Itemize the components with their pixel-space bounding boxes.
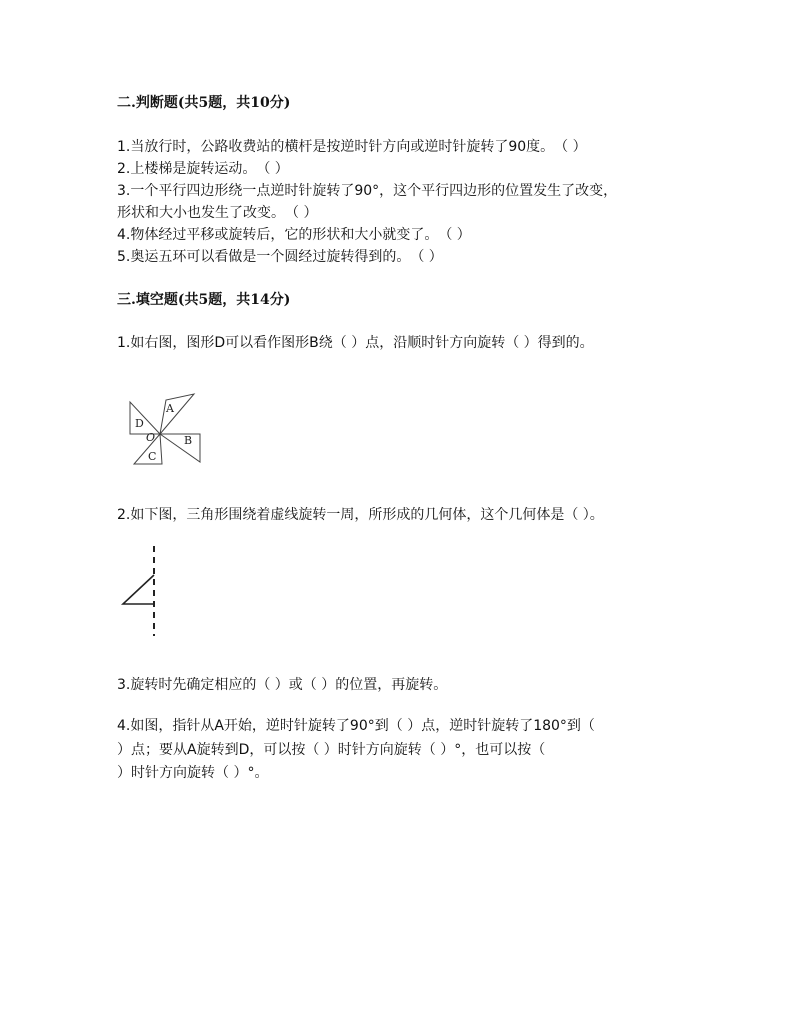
section-2-title: 二.判断题(共5题，共10分) <box>117 95 291 111</box>
pinwheel-figure <box>126 390 206 472</box>
question-2-3-line-1: 3.一个平行四边形绕一点逆时针旋转了90°，这个平行四边形的位置发生了改变， <box>117 183 618 199</box>
label-o: O <box>146 431 156 444</box>
triangle-b <box>160 434 200 462</box>
question-2-5: 5.奥运五环可以看做是一个圆经过旋转得到的。 （ ） <box>117 249 443 265</box>
rotation-triangle-figure <box>118 544 168 642</box>
question-3-1: 1.如右图，图形D可以看作图形B绕（ ）点，沿顺时针方向旋转（ ）得到的。 <box>117 335 594 351</box>
question-3-4-line-1: 4.如图，指针从A开始，逆时针旋转了90°到（ ）点，逆时针旋转了180°到（ <box>117 718 595 734</box>
question-3-4-line-2: ）点；要从A旋转到D，可以按（ ）时针方向旋转（ ）°，也可以按（ <box>117 742 546 758</box>
section-3-title: 三.填空题(共5题，共14分) <box>117 292 291 308</box>
question-2-2: 2.上楼梯是旋转运动。 （ ） <box>117 161 289 177</box>
question-3-3: 3.旋转时先确定相应的（ ）或（ ）的位置，再旋转。 <box>117 677 448 693</box>
label-c: C <box>148 450 157 463</box>
label-b: B <box>184 434 193 447</box>
question-2-3-line-2: 形状和大小也发生了改变。 （ ） <box>117 205 318 221</box>
question-3-2: 2.如下图，三角形围绕着虚线旋转一周，所形成的几何体，这个几何体是（ ）。 <box>117 507 604 523</box>
question-3-4-line-3: ）时针方向旋转（ ）°。 <box>117 765 269 781</box>
label-a: A <box>166 402 174 415</box>
question-2-1: 1.当放行时，公路收费站的横杆是按逆时针方向或逆时针旋转了90度。 （ ） <box>117 139 587 155</box>
question-2-4: 4.物体经过平移或旋转后，它的形状和大小就变了。 （ ） <box>117 227 471 243</box>
right-triangle <box>123 575 154 604</box>
label-d: D <box>135 417 144 430</box>
